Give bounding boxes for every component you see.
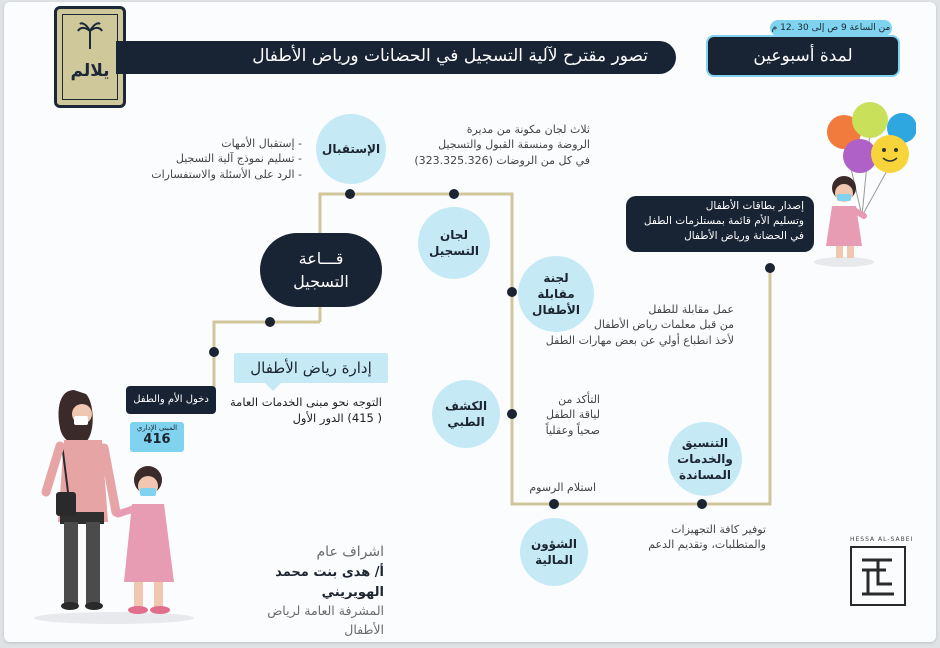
coordination-note — [616, 522, 766, 553]
entrance-label: دخول الأم والطفل — [126, 386, 216, 414]
page-title: تصور مقترح لآلية التسجيل في الحضانات ورياض الأطفال — [252, 46, 648, 66]
committees-node: لجان التسجيل — [418, 207, 490, 279]
flow-dot — [549, 499, 559, 509]
coordination-note-2: والمتطلبات، وتقديم الدعم — [648, 538, 766, 552]
coordination-note-1: توفير كافة التجهيزات — [671, 523, 766, 536]
kindergarten-note-1: التوجه نحو مبنى الخدمات العامة — [230, 395, 382, 409]
coordination-label-3: المساندة — [679, 468, 731, 483]
reception-note-2: - تسليم نموذج آلية التسجيل — [175, 152, 302, 166]
medical-node — [432, 380, 500, 448]
cards-note-3: في الحضانة ورياض الأطفال — [684, 230, 804, 243]
medical-note-2: لياقة الطفل — [545, 408, 600, 422]
hall-line-2: التسجيل — [293, 272, 349, 291]
finance-node — [520, 518, 588, 586]
flow-dot — [449, 189, 459, 199]
supervision-block — [224, 542, 384, 640]
building-number: 416 — [143, 432, 171, 447]
cards-issue-box — [626, 196, 814, 252]
supervisor-name: أ/ هدى بنت محمد الهويريني — [275, 565, 384, 600]
girl-with-balloons-illustration — [804, 98, 916, 270]
designer-signature — [850, 536, 914, 606]
palm-emblem-icon — [77, 21, 103, 49]
cards-note-1: إصدار بطاقات الأطفال — [705, 200, 804, 212]
finance-label-1: الشؤون — [530, 536, 578, 551]
interview-label-1: لجنة — [543, 270, 569, 285]
kindergarten-note — [204, 394, 382, 426]
flow-dot — [765, 263, 775, 273]
medical-label-2: الطبي — [447, 415, 485, 429]
flow-dot — [507, 409, 517, 419]
coordination-label-1: التنسيق — [681, 435, 729, 450]
kindergarten-admin-label: إدارة رياض الأطفال — [234, 353, 388, 383]
flow-dot — [697, 499, 707, 509]
flow-dot — [345, 189, 355, 199]
kindergarten-note-2: ( 415) الدور الأول — [292, 411, 382, 426]
interview-note — [512, 302, 734, 348]
registration-hall — [260, 233, 382, 307]
flow-dot — [507, 287, 517, 297]
cards-note-2: وتسليم الأم قائمة بمستلزمات الطفل — [643, 215, 804, 228]
committees-note — [404, 122, 590, 168]
medical-label-1: الكشف — [444, 398, 488, 413]
hours-badge: من الساعة 9 ص إلى 30 .12 م — [770, 20, 892, 36]
medical-note — [520, 392, 600, 438]
committees-note-2: الروضة ومنسقة القبول والتسجيل — [438, 138, 590, 152]
label-pointer — [264, 382, 282, 391]
coordination-node — [668, 422, 742, 496]
interview-label-2: مقابلة — [537, 286, 575, 301]
flow-dot — [209, 347, 219, 357]
infographic-card — [4, 2, 936, 642]
hall-line-1: قـــاعة — [298, 248, 344, 268]
signature-label: HESSA AL-SABEI — [850, 536, 914, 543]
committees-note-1: ثلاث لجان مكونة من مديرة — [466, 123, 590, 136]
reception-note-1: - إستقبال الأمهات — [221, 137, 302, 150]
interview-label-3: الأطفال — [532, 303, 580, 318]
supervision-heading: اشراف عام — [316, 544, 384, 560]
coordination-label-2: والخدمات — [677, 451, 733, 466]
interview-note-3: لأخذ انطباع أولي عن بعض مهارات الطفل — [545, 333, 734, 347]
mother-child-illustration — [24, 382, 204, 627]
supervisor-role: المشرفة العامة لرياض الأطفال — [267, 603, 384, 637]
duration-badge: لمدة أسبوعين — [706, 35, 900, 77]
reception-note-3: - الرد على الأسئلة والاستفسارات — [151, 167, 302, 181]
medical-note-1: التأكد من — [558, 393, 600, 406]
signature-mark-icon — [858, 554, 898, 598]
logo-wordmark: يلالم — [70, 61, 110, 81]
title-banner — [116, 41, 676, 74]
reception-notes — [126, 136, 302, 182]
fees-note: استلام الرسوم — [529, 481, 596, 494]
interview-note-1: عمل مقابلة للطفل — [648, 303, 734, 316]
swoosh-icon: ❝ — [658, 42, 666, 58]
medical-note-3: صحياً وعقلياً — [545, 423, 600, 437]
reception-node: الإستقبال — [316, 114, 386, 184]
interview-note-2: من قبل معلمات رياض الأطفال — [593, 318, 734, 332]
flow-dot — [265, 317, 275, 327]
committees-note-3: في كل من الروضات (323.325.326) — [414, 153, 590, 167]
finance-label-2: المالية — [535, 553, 573, 567]
building-caption: المبنى الإداري — [136, 424, 178, 432]
